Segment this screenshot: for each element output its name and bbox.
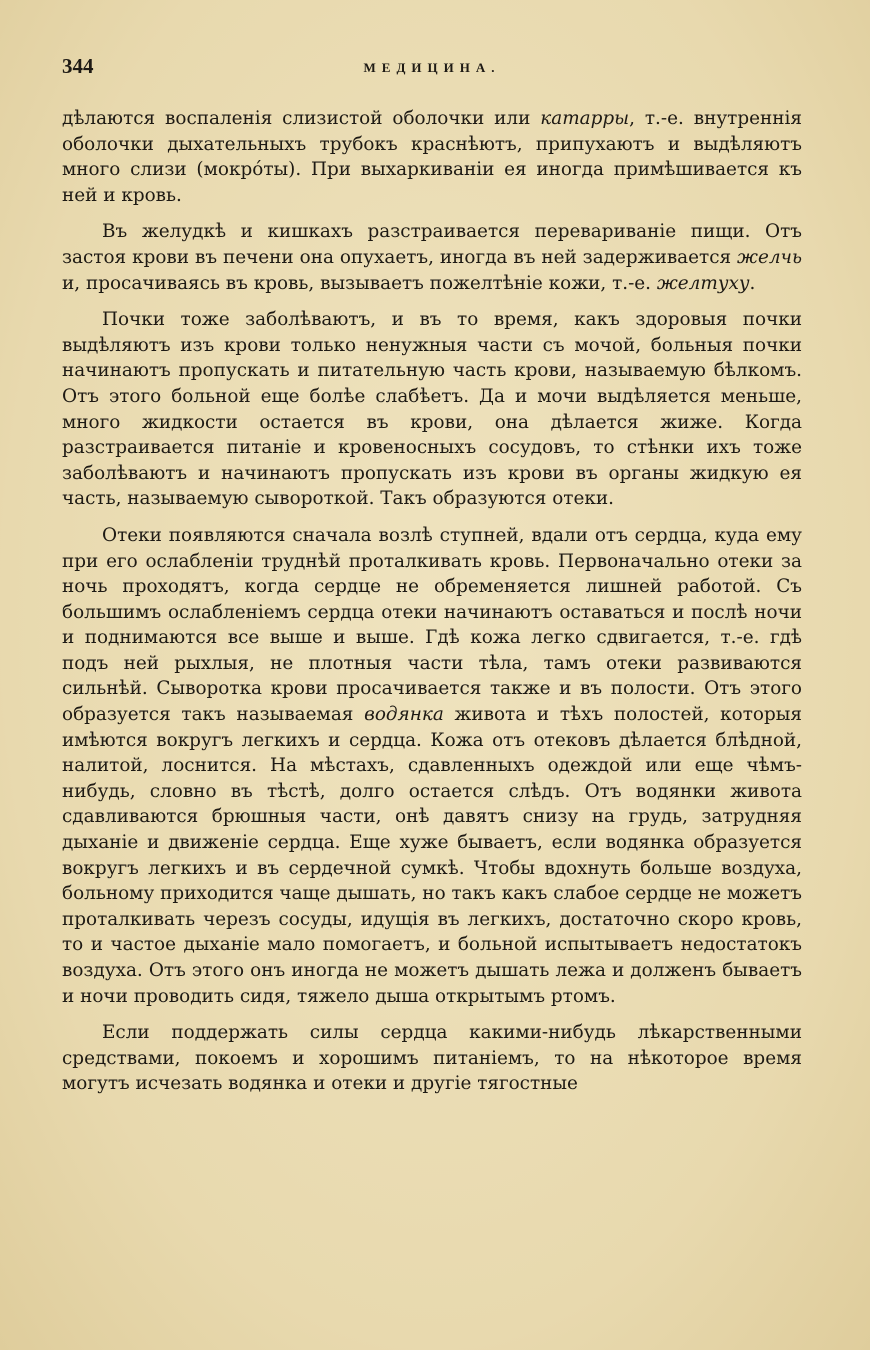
body-text — [62, 106, 802, 1097]
text-run: живота и тѣхъ полостей, которыя имѣются вокругъ легкихъ и сердца. Кожа отъ отековъ дѣлается блѣдной, налитой, лоснится. На мѣстахъ, сдавленныхъ одеждой или еще чѣмъ-нибудь, словно въ тѣстѣ, долго остается слѣдъ. Отъ водянки живота сдавливаются брюшныя части, онѣ давятъ снизу на грудь, затрудняя дыханіе и движеніе сердца. Еще хуже бываетъ, если водянка образуется вокругъ легкихъ и въ сердечной сумкѣ. Чтобы вдохнуть больше воздуха, больному приходится чаще дышать, но такъ какъ слабое сердце не можетъ проталкивать черезъ сосуды, идущія въ легкихъ, достаточно скоро кровь, то и частое дыханіе мало помогаетъ, и больной испытываетъ недостатокъ воздуха. Отъ этого онъ иногда не можетъ дышать лежа и долженъ бываетъ и ночи проводить сидя, тяжело дыша открытымъ ртомъ. — [62, 704, 803, 1007]
text-run: Если поддержать силы сердца какими-нибудь лѣкарственными средствами, покоемъ и хорошимъ питаніемъ, то на нѣкоторое время могутъ исчезать водянка и отеки и другіе тягостные — [62, 1022, 802, 1095]
text-run: Отеки появляются сначала возлѣ ступней, вдали отъ сердца, куда ему при его ослабленіи труднѣй проталкивать кровь. Первоначально отеки за ночь проходятъ, когда сердце не обременяется лишней работой. Съ большимъ ослабленіемъ сердца отеки начинаютъ оставаться и послѣ ночи и поднимаются все выше и выше. Гдѣ кожа легко сдвигается, т.-е. гдѣ подъ ней рыхлыя, не плотныя части тѣла, тамъ отеки развиваются сильнѣй. Сыворотка крови просачивается также и въ полости. Отъ этого образуется такъ называемая — [62, 524, 802, 726]
italic-term: водянка — [364, 704, 444, 726]
paragraph — [62, 1020, 802, 1097]
running-title: МЕДИЦИНА. — [363, 60, 501, 75]
paragraph — [62, 106, 802, 208]
page-number: 344 — [62, 54, 94, 78]
text-run: . — [749, 272, 756, 294]
running-head — [62, 54, 802, 88]
italic-term: желтуху — [656, 272, 750, 294]
paragraph — [62, 307, 802, 512]
text-run: Почки тоже заболѣваютъ, и въ то время, какъ здоровыя почки выдѣляютъ изъ крови только ненужныя части съ мочой, больныя почки начинаютъ пропускать и питательную часть крови, называемую бѣлкомъ. Отъ этого больной еще болѣе слабѣетъ. Да и мочи выдѣляется меньше, много жидкости остается въ крови, она дѣлается жиже. Когда разстраивается питаніе и кровеносныхъ сосудовъ, то стѣнки ихъ тоже заболѣваютъ и начинаютъ пропускать изъ крови въ органы жидкую ея часть, называемую сывороткой. Такъ образуются отеки. — [62, 309, 802, 510]
italic-term: желчь — [737, 246, 802, 268]
text-run: дѣлаются воспаленія слизистой оболочки или — [62, 108, 541, 129]
text-run: и, просачиваясь въ кровь, вызываетъ пожелтѣніе кожи, т.-е. — [62, 272, 657, 294]
text-run: Въ желудкѣ и кишкахъ разстраивается перевариваніе пищи. Отъ застоя крови въ печени она опухаетъ, иногда въ ней задерживается — [62, 221, 802, 268]
paragraph — [62, 219, 802, 296]
italic-term: катарры — [540, 108, 630, 129]
paragraph — [62, 523, 802, 1009]
text-run: , т.-е. внутреннія оболочки дыхательныхъ трубокъ краснѣютъ, припухаютъ и выдѣляютъ много слизи (мокро́ты). При выхаркиваніи ея иногда примѣшивается къ ней и кровь. — [62, 108, 802, 206]
